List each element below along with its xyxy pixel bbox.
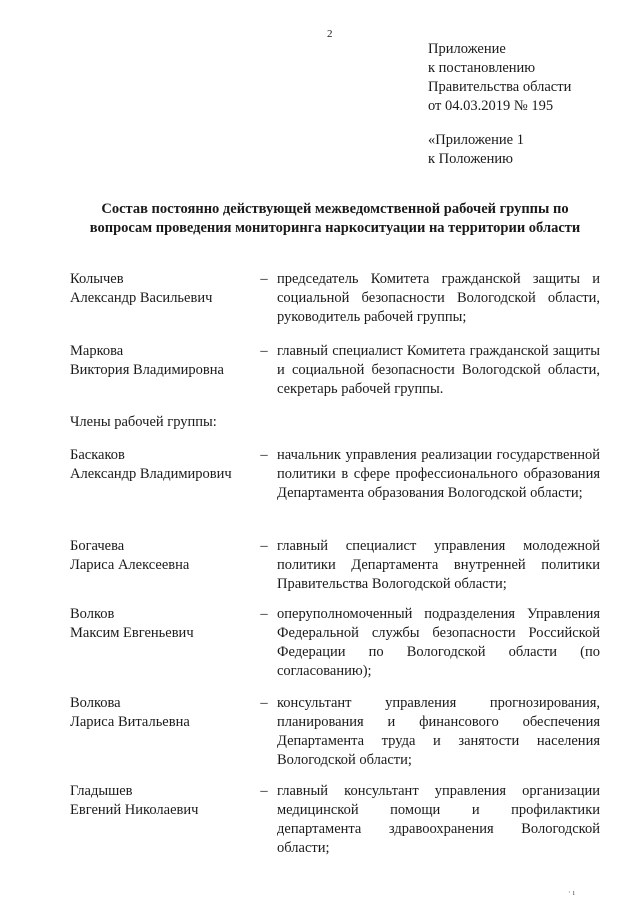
- person-name: [70, 537, 255, 575]
- person-position: консультант управления прогнозирования, планирования и финансового обеспечения Департамента труда и занятости населения Вологодской области;: [277, 695, 600, 768]
- person-name: [70, 694, 255, 732]
- members-label: Члены рабочей группы:: [70, 414, 217, 430]
- dash-separator: –: [260, 447, 268, 463]
- appendix-line: Правительства области: [428, 79, 572, 95]
- appendix-line: от 04.03.2019 № 195: [428, 98, 554, 114]
- person-given-name: Виктория Владимировна: [70, 362, 224, 378]
- person-given-name: Александр Васильевич: [70, 290, 213, 306]
- person-name: [70, 446, 255, 484]
- page-number: 2: [327, 28, 333, 40]
- reference-line: к Положению: [428, 151, 513, 167]
- dash-separator: –: [260, 271, 268, 287]
- person-position: начальник управления реализации государственной политики в сфере профессионального образования Департамента образования Вологодской области;: [277, 447, 600, 501]
- person-surname: Колычев: [70, 271, 124, 287]
- document-title: Состав постоянно действующей межведомственной рабочей группы по вопросам проведения мониторинга наркоситуации на территории области: [89, 201, 581, 236]
- person-surname: Баскаков: [70, 447, 125, 463]
- dash-separator: –: [260, 783, 268, 799]
- person-position: главный специалист Комитета гражданской защиты и социальной безопасности Вологодской области, секретарь рабочей группы.: [277, 343, 600, 397]
- appendix-line: к постановлению: [428, 60, 536, 76]
- dash-separator: –: [260, 606, 268, 622]
- person-surname: Богачева: [70, 538, 125, 554]
- person-given-name: Лариса Витальевна: [70, 714, 190, 730]
- person-given-name: Александр Владимирович: [70, 466, 232, 482]
- person-position: председатель Комитета гражданской защиты и социальной безопасности Вологодской области, руководитель рабочей группы;: [277, 271, 600, 325]
- person-position: оперуполномоченный подразделения Управления Федеральной службы безопасности Российской Федерации по Вологодской области (по согласованию);: [277, 606, 600, 679]
- person-given-name: Максим Евгеньевич: [70, 625, 194, 641]
- dash-separator: –: [260, 695, 268, 711]
- dash-separator: –: [260, 343, 268, 359]
- person-surname: Гладышев: [70, 783, 133, 799]
- scan-mark: · ı: [568, 888, 575, 897]
- person-position: главный специалист управления молодежной политики Департамента внутренней политики Правительства Вологодской области;: [277, 538, 600, 592]
- dash-separator: –: [260, 538, 268, 554]
- person-surname: Волкова: [70, 695, 121, 711]
- person-surname: Волков: [70, 606, 115, 622]
- person-name: [70, 605, 255, 643]
- person-name: [70, 270, 255, 308]
- person-name: [70, 342, 255, 380]
- person-position: главный консультант управления организации медицинской помощи и профилактики департамента здравоохранения Вологодской области;: [277, 783, 600, 856]
- person-name: [70, 782, 255, 820]
- reference-header: [428, 131, 524, 169]
- person-surname: Маркова: [70, 343, 124, 359]
- person-given-name: Евгений Николаевич: [70, 802, 199, 818]
- person-given-name: Лариса Алексеевна: [70, 557, 190, 573]
- appendix-line: Приложение: [428, 41, 506, 57]
- appendix-header: [428, 40, 571, 116]
- reference-line: «Приложение 1: [428, 132, 524, 148]
